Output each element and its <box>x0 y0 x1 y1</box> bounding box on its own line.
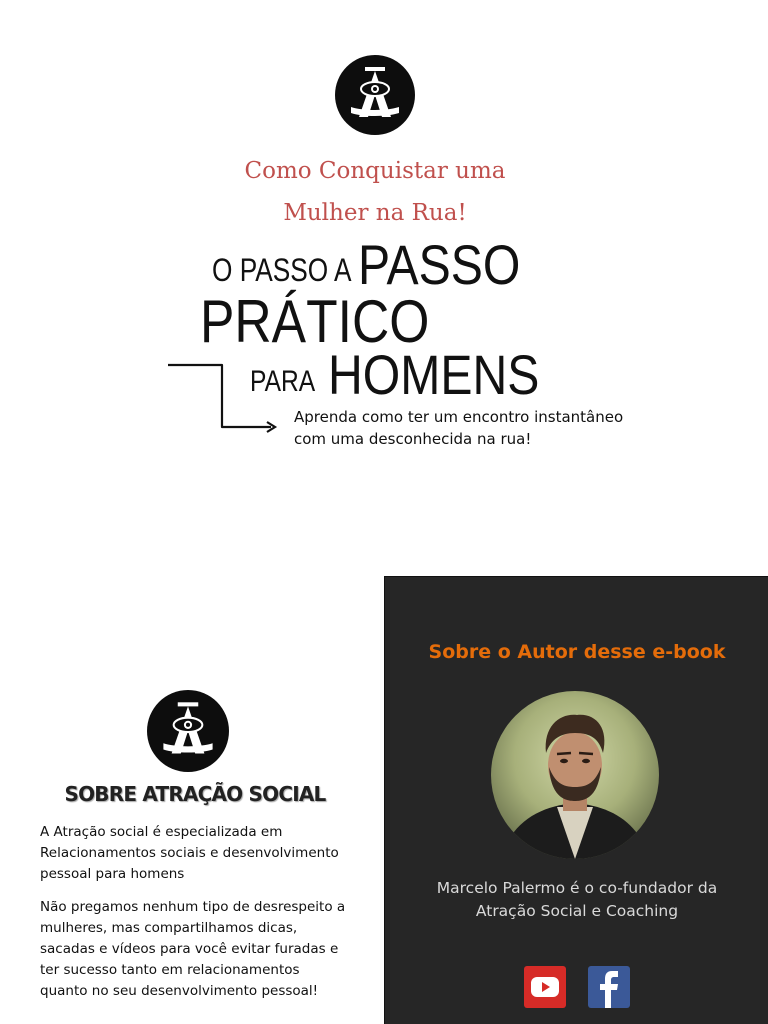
title-homens: HOMENS <box>328 343 540 406</box>
facebook-icon <box>588 966 630 1008</box>
author-bio-line-1: Marcelo Palermo é o co-fundador da <box>436 879 718 897</box>
subtitle-line-2: Mulher na Rua! <box>283 200 467 226</box>
author-photo <box>491 691 659 859</box>
cover-subtitle <box>200 150 550 234</box>
title-o-passo-a: O PASSO A <box>212 252 352 288</box>
facebook-button[interactable] <box>588 966 630 1008</box>
about-paragraph-2: Não pregamos nenhum tipo de desrespeito a mulheres, mas compartilhamos dicas, sacadas e vídeos para você evitar furadas e ter sucesso tanto em relacionamentos quanto no seu desenvolvimento pessoal! <box>40 899 346 999</box>
author-bio <box>415 877 739 923</box>
tagline-line-2: com uma desconhecida na rua! <box>294 430 532 448</box>
about-heading: SOBRE ATRAÇÃO SOCIAL <box>64 782 326 806</box>
subtitle-line-1: Como Conquistar uma <box>244 158 506 184</box>
eye-pyramid-logo-icon <box>147 690 229 772</box>
about-paragraph-1: A Atração social é especializada em Relacionamentos sociais e desenvolvimento pessoal para homens <box>40 824 339 882</box>
atracao-social-logo <box>335 55 415 135</box>
author-portrait-image <box>491 691 659 859</box>
title-passo: PASSO <box>358 233 521 296</box>
title-pratico: PRÁTICO <box>200 288 430 355</box>
youtube-icon <box>524 966 566 1008</box>
author-panel <box>384 576 768 1024</box>
author-bio-line-2: Atração Social e Coaching <box>475 902 679 920</box>
atracao-social-logo-small <box>147 690 229 772</box>
tagline-line-1: Aprenda como ter um encontro instantâneo <box>294 408 624 426</box>
author-heading: Sobre o Autor desse e-book <box>428 641 726 663</box>
bent-arrow-icon <box>165 360 280 435</box>
eye-pyramid-logo-icon <box>335 55 415 135</box>
cover-tagline <box>294 406 654 450</box>
youtube-button[interactable] <box>524 966 566 1008</box>
title-para: PARA <box>250 365 316 398</box>
